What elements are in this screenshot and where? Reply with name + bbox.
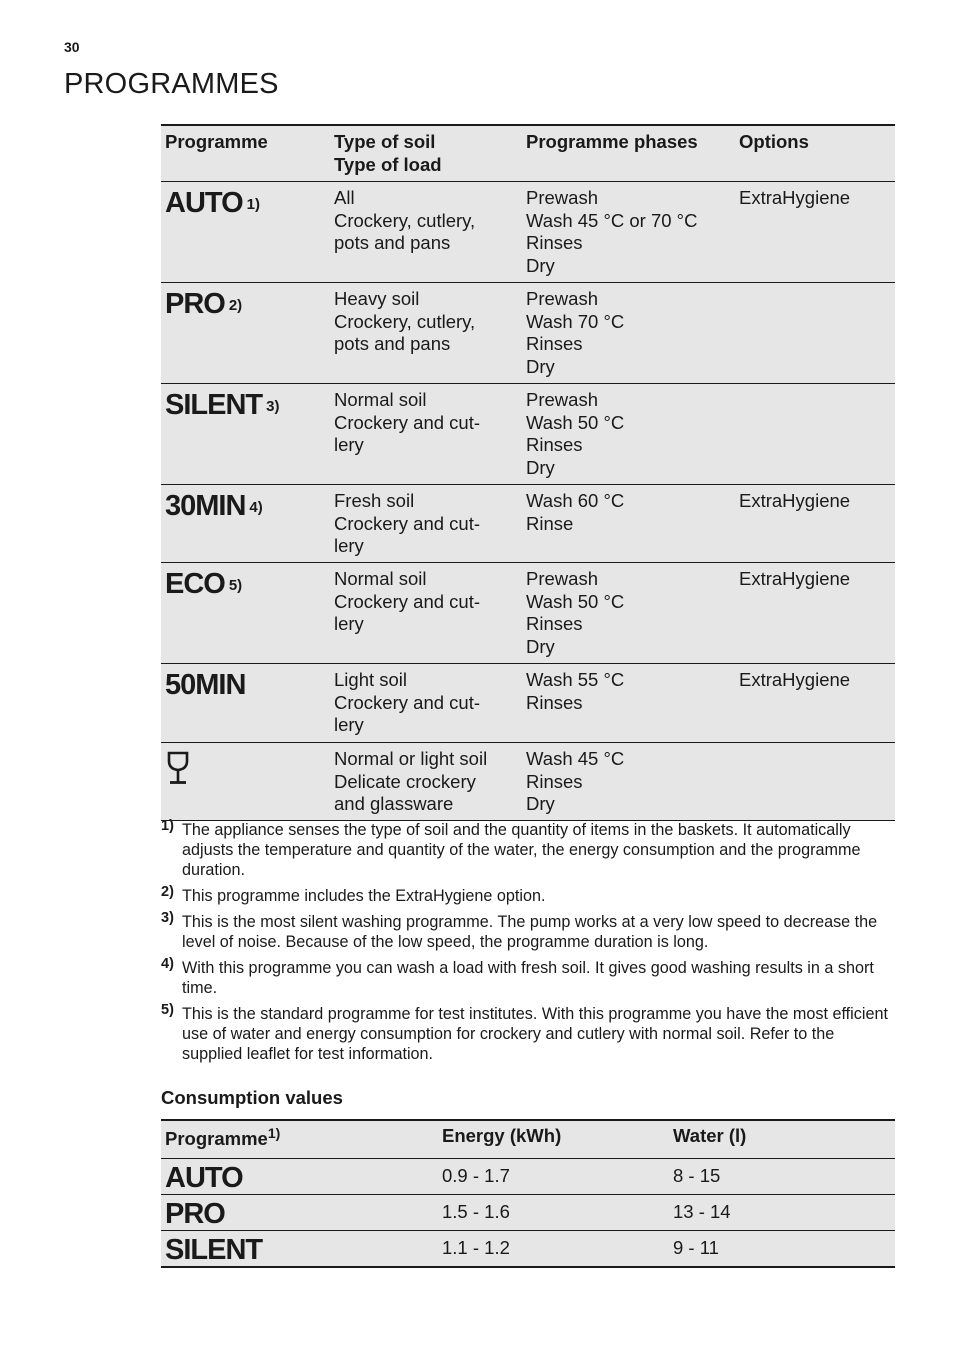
soil-load: Fresh soil Crockery and cut- lery <box>334 490 480 557</box>
consumption-table <box>161 1119 895 1268</box>
soil-load: Normal or light soil Delicate crockery and glassware <box>334 748 488 815</box>
page-title: PROGRAMMES <box>64 68 279 100</box>
footnote-mark: 3) <box>161 910 174 926</box>
options: ExtraHygiene <box>739 669 851 690</box>
soil-load: Light soil Crockery and cut- lery <box>334 669 480 736</box>
phases: Prewash Wash 50 °C Rinses Dry <box>526 389 625 478</box>
programme-name: 30MIN $^{4)}$ <box>165 490 263 522</box>
phases: Prewash Wash 45 °C or 70 °C Rinses Dry <box>526 187 698 276</box>
footnote-mark: 4) <box>161 956 174 972</box>
footnote <box>161 820 893 880</box>
header-water: Water (l) <box>673 1125 747 1146</box>
table-row <box>161 283 895 384</box>
options: ExtraHygiene <box>739 568 851 589</box>
phases: Prewash Wash 70 °C Rinses Dry <box>526 288 625 377</box>
water-value: 9 - 11 <box>673 1237 719 1258</box>
footnotes <box>161 820 893 1070</box>
header-options: Options <box>739 131 809 152</box>
table-row <box>161 563 895 664</box>
footnote <box>161 912 893 952</box>
header-programme: Programme <box>165 131 268 152</box>
programme-name: AUTO <box>165 1162 243 1194</box>
footnote-text: The appliance senses the type of soil and the quantity of items in the baskets. It automatically adjusts the temperature and quantity of the water, the energy consumption and the programme duration. <box>182 821 861 879</box>
options: ExtraHygiene <box>739 490 851 511</box>
footnote <box>161 886 893 906</box>
footnote-text: This is the standard programme for test institutes. With this programme you have the most efficient use of water and energy consumption for crockery and cutlery with normal soil. Refer to the supplied leaflet for test information. <box>182 1005 888 1063</box>
soil-load: Normal soil Crockery and cut- lery <box>334 568 480 635</box>
footnote-text: This programme includes the ExtraHygiene option. <box>182 887 546 905</box>
table-row <box>161 1231 895 1266</box>
soil-load: All Crockery, cutlery, pots and pans <box>334 187 476 254</box>
consumption-title: Consumption values <box>161 1087 343 1108</box>
footnote-mark: 5) <box>161 1002 174 1018</box>
table-row <box>161 1159 895 1195</box>
programme-name: ECO $^{5)}$ <box>165 568 243 600</box>
header-energy: Energy (kWh) <box>442 1125 562 1146</box>
programme-name: SILENT <box>165 1234 263 1266</box>
programme-name: AUTO $^{1)}$ <box>165 187 260 219</box>
programme-name: PRO <box>165 1198 225 1230</box>
water-value: 13 - 14 <box>673 1201 731 1222</box>
footnote-text: With this programme you can wash a load with fresh soil. It gives good washing results in a short time. <box>182 959 874 997</box>
table-row <box>161 1195 895 1231</box>
table-row <box>161 384 895 485</box>
footnote <box>161 1004 893 1064</box>
table-row <box>161 485 895 563</box>
programme-name: PRO $^{2)}$ <box>165 288 243 320</box>
phases: Wash 55 °C Rinses <box>526 669 625 713</box>
phases: Prewash Wash 50 °C Rinses Dry <box>526 568 625 657</box>
wine-glass-icon <box>167 751 189 785</box>
soil-load: Normal soil Crockery and cut- lery <box>334 389 480 456</box>
table-row <box>161 664 895 743</box>
programme-name: 50MIN <box>165 669 246 701</box>
header-phases: Programme phases <box>526 131 698 152</box>
page-number: 30 <box>64 39 80 55</box>
consumption-table-header <box>161 1121 895 1159</box>
programme-table <box>161 124 895 821</box>
options: ExtraHygiene <box>739 187 851 208</box>
phases: Wash 45 °C Rinses Dry <box>526 748 625 815</box>
programme-name: SILENT $^{3)}$ <box>165 389 280 421</box>
header-soil-load: Type of soil Type of load <box>334 131 442 175</box>
energy-value: 1.5 - 1.6 <box>442 1201 510 1222</box>
water-value: 8 - 15 <box>673 1165 721 1186</box>
programme-table-header <box>161 126 895 182</box>
footnote-text: This is the most silent washing programme. The pump works at a very low speed to decrease the level of noise. Because of the low speed, the programme duration is long. <box>182 913 878 951</box>
energy-value: 0.9 - 1.7 <box>442 1165 510 1186</box>
footnote-mark: 2) <box>161 884 174 900</box>
header-programme: Programme$^{1)}$ <box>165 1125 281 1150</box>
footnote-mark: 1) <box>161 818 174 834</box>
phases: Wash 60 °C Rinse <box>526 490 625 534</box>
footnote <box>161 958 893 998</box>
energy-value: 1.1 - 1.2 <box>442 1237 510 1258</box>
soil-load: Heavy soil Crockery, cutlery, pots and pans <box>334 288 476 355</box>
table-row <box>161 182 895 283</box>
table-row <box>161 743 895 821</box>
